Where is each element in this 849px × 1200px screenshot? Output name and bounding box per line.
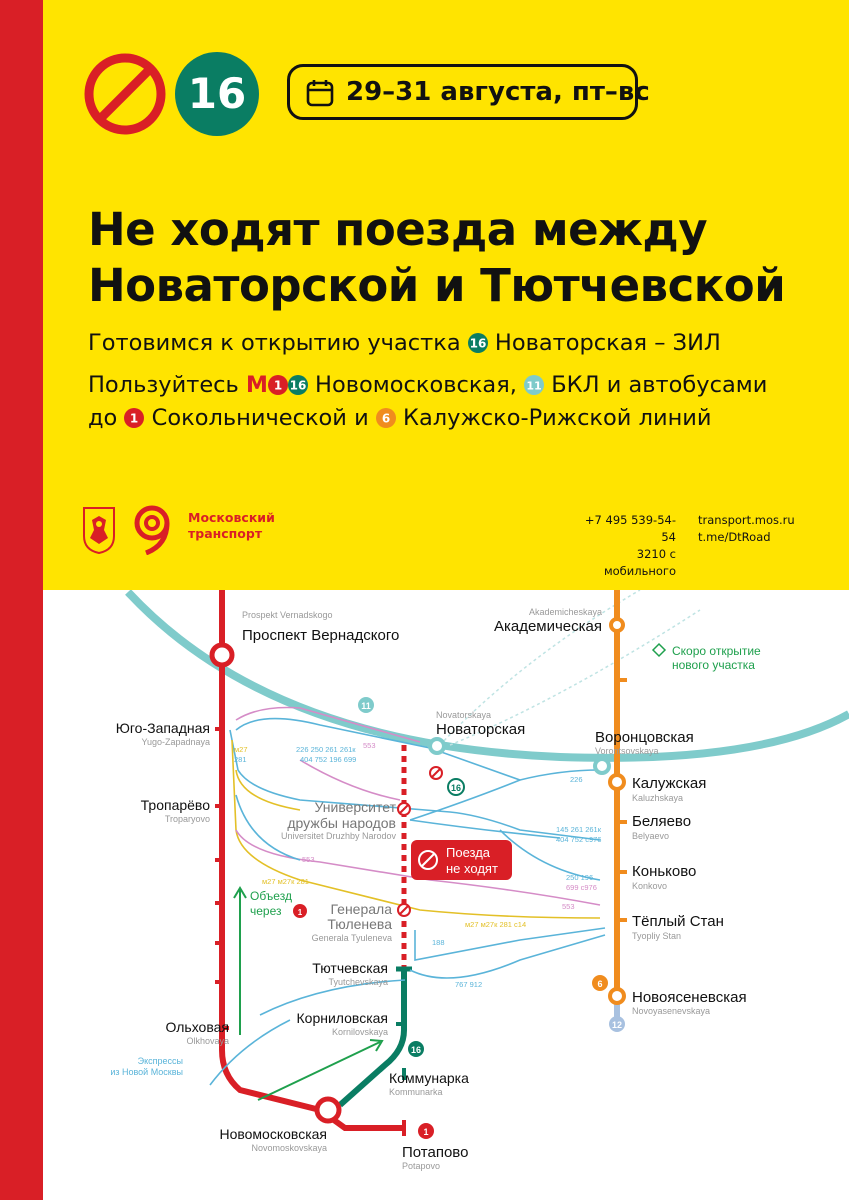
station-konkovo: Коньково xyxy=(632,863,697,880)
station-tyoply-stan: Тёплый Стан xyxy=(632,913,724,930)
station-universitet: дружбы народов xyxy=(287,815,396,831)
subtitle-line-name: Калужско-Рижской линий xyxy=(403,405,712,431)
subtitle-line-1 xyxy=(88,326,721,360)
bus-route-label: 553 xyxy=(363,741,376,750)
bus-route-label: 226 250 261 261к xyxy=(296,745,356,754)
station-en-label: Kaluzhskaya xyxy=(632,793,684,803)
line-16-icon xyxy=(288,375,308,395)
svg-text:16: 16 xyxy=(469,336,487,351)
station-en-label: Tyopliy Stan xyxy=(632,931,682,941)
svg-text:1: 1 xyxy=(130,411,139,426)
station-en-label: Yugo-Zapadnaya xyxy=(141,737,210,747)
bus-route-label: 404 752 с976 xyxy=(556,835,602,844)
line-11-icon xyxy=(524,375,544,395)
telegram-link[interactable]: t.me/DtRoad xyxy=(698,530,771,544)
station-en-label: Novomoskovskaya xyxy=(251,1143,327,1153)
moscow-coat-of-arms-icon xyxy=(82,506,116,554)
line-16-badge: 16 xyxy=(175,52,259,136)
subtitle-bkl: БКЛ и автобусами xyxy=(551,372,768,398)
subtitle-text: Пользуйтесь xyxy=(88,372,239,398)
brand-name xyxy=(188,510,275,542)
short-phone[interactable]: 3210 с мобильного xyxy=(603,547,676,578)
line-16-icon xyxy=(468,333,488,353)
brand-line-2: транспорт xyxy=(188,526,263,541)
station-tyutchevskaya: Тютчевская xyxy=(312,960,388,976)
station-en-label: Prospekt Vernadskogo xyxy=(242,610,333,620)
line-16-badge-map-label: 16 xyxy=(450,783,462,793)
headline-line-2: Новаторской и Тютчевской xyxy=(88,259,786,312)
detour-label-2: через xyxy=(250,904,282,918)
no-entry-icon xyxy=(83,52,167,136)
station-akademicheskaya: Академическая xyxy=(493,618,602,635)
diamond-icon xyxy=(653,644,665,656)
phone-number[interactable]: +7 495 539-54-54 xyxy=(584,513,676,544)
station-generala: Тюленева xyxy=(327,916,392,932)
station-en-label: Generala Tyuleneva xyxy=(311,933,392,943)
station-kommunarka: Коммунарка xyxy=(389,1070,469,1086)
station-en-label: Tyutchevskaya xyxy=(328,977,388,987)
express-label-1: Экспрессы xyxy=(137,1056,183,1066)
station-en-label: Novatorskaya xyxy=(436,710,492,720)
station-novomoskovskaya: Новомосковская xyxy=(219,1126,327,1142)
detour-label-1: Объезд xyxy=(250,889,292,903)
subtitle-text: Готовимся к открытию участка xyxy=(88,330,461,356)
station-en-label: Akademicheskaya xyxy=(528,607,602,617)
headline-line-1: Не ходят поезда между xyxy=(88,203,708,256)
date-range: 29–31 августа, пт–вс xyxy=(346,77,650,107)
bus-route-label: 767 912 xyxy=(455,980,483,989)
station-universitet: Университет xyxy=(314,799,396,815)
subtitle-section: Новаторская – ЗИЛ xyxy=(494,330,721,356)
station-vorontsovskaya: Воронцовская xyxy=(595,729,694,746)
line-16-badge-map-label: 16 xyxy=(410,1045,422,1055)
station-troparyovo: Тропарёво xyxy=(140,797,210,813)
station-novoyasenevskaya: Новоясеневская xyxy=(632,989,747,1006)
station-en-label: Troparyovo xyxy=(164,814,210,824)
bus-route-label: 226 xyxy=(570,775,583,784)
station-en-label: Universitet Druzhby Narodov xyxy=(280,831,396,841)
line-1-icon xyxy=(268,375,288,395)
station-yugo-zapadnaya: Юго-Западная xyxy=(115,720,210,736)
line-6-icon xyxy=(376,408,396,428)
calendar-icon xyxy=(306,79,334,107)
subtitle-text: до xyxy=(88,405,118,431)
station-kaluzhskaya: Калужская xyxy=(632,775,707,792)
svg-text:16: 16 xyxy=(289,378,307,393)
bus-route-label: 188 xyxy=(432,938,445,947)
brand-line-1: Московский xyxy=(188,510,275,525)
detour-arrow xyxy=(258,1042,380,1100)
station-generala: Генерала xyxy=(330,901,392,917)
bus-route-label: м27 м27к 281 с14 xyxy=(465,920,527,929)
no-trains-label-1: Поезда xyxy=(446,845,491,860)
no-trains-label-2: не ходят xyxy=(446,861,498,876)
moscow-transport-logo-icon xyxy=(132,503,182,555)
station-en-label: Potapovo xyxy=(402,1161,441,1171)
soon-note-line-2: нового участка xyxy=(672,658,755,672)
soon-note-line-1: Скоро открытие xyxy=(672,644,761,658)
line-12-badge-map-label: 12 xyxy=(611,1020,623,1030)
station-potapovo: Потапово xyxy=(402,1144,469,1161)
date-box xyxy=(287,64,650,120)
line-1-badge-map-label: 1 xyxy=(423,1127,429,1137)
metro-map xyxy=(43,590,849,1200)
station-prospekt-vernadskogo: Проспект Вернадского xyxy=(242,627,400,644)
station-belyaevo: Беляево xyxy=(632,813,692,830)
svg-text:1: 1 xyxy=(273,378,283,393)
metro-logo-icon: М xyxy=(245,373,268,398)
contacts-web xyxy=(698,512,795,546)
svg-text:11: 11 xyxy=(526,379,542,393)
station-novatorskaya: Новаторская xyxy=(436,721,526,738)
bus-route-label: 281 xyxy=(234,755,247,764)
station-olkhovaya: Ольховая xyxy=(165,1019,229,1035)
soon-note xyxy=(653,644,761,672)
svg-text:6: 6 xyxy=(381,411,391,426)
bus-route-label: м27 xyxy=(234,745,248,754)
bus-route-label: 250 196 xyxy=(566,873,594,882)
line-1-badge-map-label: 1 xyxy=(297,908,303,917)
bus-route-label: 404 752 196 699 xyxy=(300,755,357,764)
website-link[interactable]: transport.mos.ru xyxy=(698,513,795,527)
station-en-label: Kommunarka xyxy=(389,1087,443,1097)
station-kornilovskaya: Корниловская xyxy=(296,1010,388,1026)
contacts-phones xyxy=(576,512,676,580)
line-11-badge-label: 11 xyxy=(361,701,371,711)
subtitle-line-2 xyxy=(88,368,767,403)
subtitle-line-3 xyxy=(88,401,712,435)
bus-route-label: 553 xyxy=(562,902,575,911)
bus-route-label: 699 с976 xyxy=(566,883,597,892)
line-1-icon xyxy=(124,408,144,428)
station-en-label: Kornilovskaya xyxy=(331,1027,388,1037)
line-6-badge-map-label: 6 xyxy=(597,979,603,989)
bus-route-label: 553 xyxy=(302,855,315,864)
bus-route-label: м27 м27к 281 xyxy=(262,877,309,886)
subtitle-station: Новомосковская, xyxy=(315,372,517,398)
headline xyxy=(88,202,785,314)
station-en-label: Belyaevo xyxy=(632,831,670,841)
station-en-label: Olkhovaya xyxy=(186,1036,229,1046)
station-en-label: Novoyasenevskaya xyxy=(632,1006,711,1016)
red-side-bar xyxy=(0,0,43,1200)
express-label-2: из Новой Москвы xyxy=(110,1067,183,1077)
station-en-label: Konkovo xyxy=(632,881,668,891)
station-en-label: Vorontsovskaya xyxy=(595,746,659,756)
bus-route-label: 145 261 261к xyxy=(556,825,601,834)
subtitle-line-name: Сокольнической и xyxy=(151,405,369,431)
